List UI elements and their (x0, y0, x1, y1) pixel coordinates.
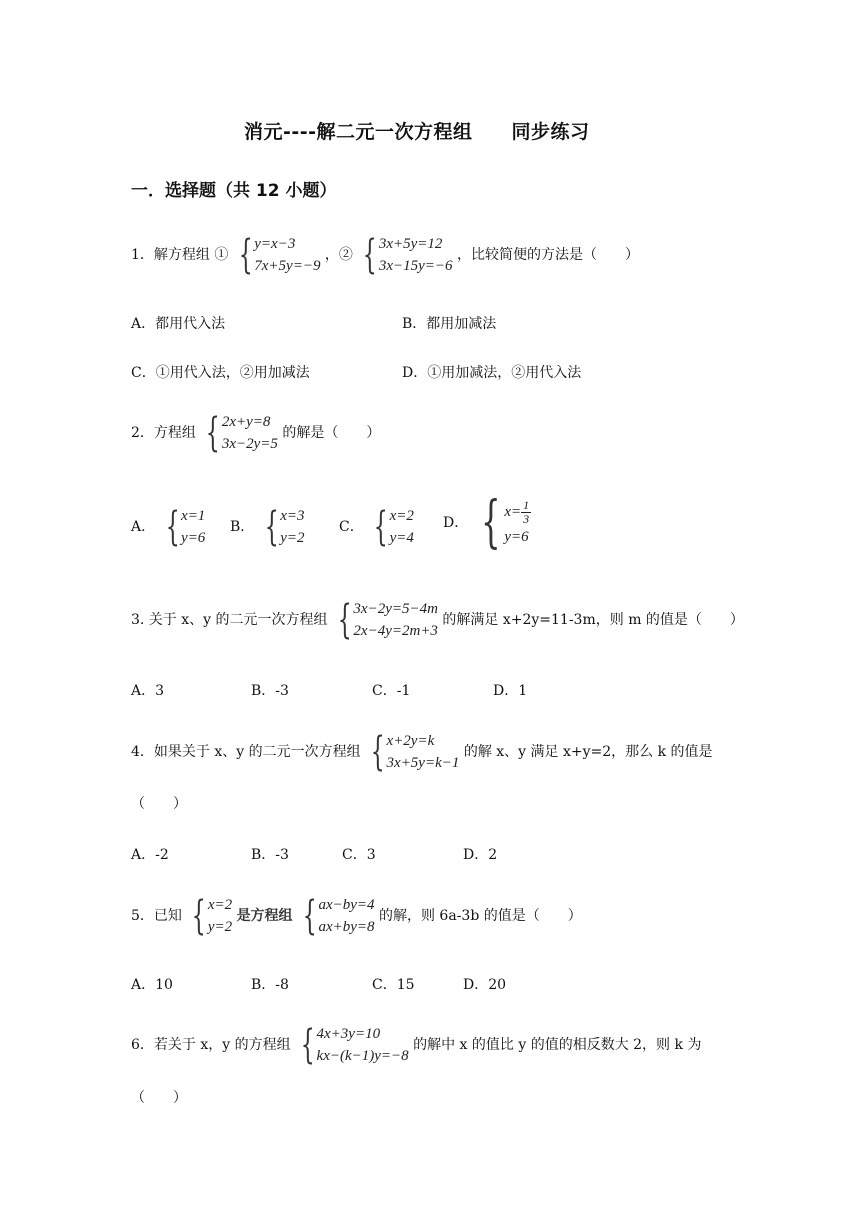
question-5 (131, 894, 582, 938)
equation-row: 7x+5y=−9 (254, 258, 321, 274)
question-4-suffix: 的解 x、y 满足 x+y=2，那么 k 的值是 (463, 744, 713, 760)
equation-system-5b (297, 894, 375, 938)
equation-row: 3x+5y=k−1 (386, 755, 460, 771)
brace-icon: { (302, 893, 317, 939)
equation-row: x=2 (207, 897, 233, 913)
question-4-prefix: 4．如果关于 x、y 的二元一次方程组 (131, 744, 361, 760)
option-label: A． (131, 519, 156, 535)
question-4 (131, 730, 713, 774)
equation-row: 3x−2y=5−4m (353, 601, 438, 617)
question-5-prefix: 5．已知 (131, 908, 182, 924)
equation-system-5a (186, 894, 232, 938)
equation-row: x=2 (389, 508, 414, 524)
q2-option-c (339, 505, 414, 549)
equation-row: 3x−2y=5 (221, 436, 278, 452)
equation-row: y=6 (181, 530, 206, 546)
equation-row: x=1 (181, 508, 206, 524)
question-1 (131, 233, 639, 277)
question-6-continuation: （ ） (131, 1090, 187, 1106)
question-1-mid: ，② (324, 247, 353, 263)
q4-option-b: B．-3 (251, 847, 289, 863)
question-3-prefix: 3. 关于 x、y 的二元一次方程组 (131, 612, 328, 628)
question-6 (131, 1023, 701, 1067)
equation-system-3 (332, 598, 438, 642)
brace-icon: { (238, 232, 253, 278)
question-5-suffix: 的解，则 6a-3b 的值是（ ） (378, 908, 582, 924)
brace-icon: { (300, 1022, 315, 1068)
equation-row: y=x−3 (254, 236, 296, 252)
equation-row: y=4 (389, 530, 414, 546)
question-1-prefix: 1．解方程组 ① (131, 247, 229, 263)
question-3-suffix: 的解满足 x+2y=11-3m，则 m 的值是（ ） (442, 612, 744, 628)
section-heading: 一．选择题（共 12 小题） (131, 181, 337, 201)
question-6-prefix: 6．若关于 x，y 的方程组 (131, 1037, 291, 1053)
equation-row: x= $\frac{1}{3}$ (504, 497, 530, 526)
q5-option-a: A．10 (131, 977, 173, 993)
brace-icon: { (370, 729, 385, 775)
question-2-suffix: 的解是（ ） (282, 425, 381, 441)
brace-icon: { (337, 597, 352, 643)
equation-row: 3x+5y=12 (378, 236, 443, 252)
equation-system-1a (233, 233, 321, 277)
brace-icon: { (165, 504, 180, 550)
option-label: B． (230, 519, 255, 535)
question-3 (131, 598, 744, 642)
equation-row: x+2y=k (386, 733, 435, 749)
equation-row: y=2 (280, 530, 305, 546)
equation-system-1b (357, 233, 452, 277)
equation-row: 3x−15y=−6 (378, 258, 453, 274)
q5-option-b: B．-8 (251, 977, 289, 993)
equation-row: y=2 (207, 919, 233, 935)
equation-row: y=6 (504, 528, 529, 545)
q4-option-d: D．2 (463, 847, 498, 863)
equation-system-2 (200, 411, 278, 455)
q2-option-b (230, 505, 304, 549)
equation-system-6 (295, 1023, 409, 1067)
question-2-prefix: 2．方程组 (131, 425, 196, 441)
q3-option-d: D．1 (493, 683, 528, 699)
q1-option-b: B．都用加减法 (402, 316, 497, 332)
equation-system-4 (365, 730, 459, 774)
option-label: C． (339, 519, 364, 535)
brace-icon: { (373, 504, 388, 550)
q3-option-c: C．-1 (372, 683, 411, 699)
brace-icon: { (264, 504, 279, 550)
question-6-suffix: 的解中 x 的值比 y 的值的相反数大 2，则 k 为 (413, 1037, 702, 1053)
question-2 (131, 411, 380, 455)
brace-icon: { (206, 410, 221, 456)
brace-icon: { (363, 232, 378, 278)
q5-option-d: D．20 (463, 977, 507, 993)
question-5-mid: 是方程组 (236, 908, 293, 924)
equation-row: x=3 (280, 508, 305, 524)
q4-option-c: C．3 (342, 847, 376, 863)
brace-icon: { (480, 490, 501, 555)
question-1-suffix: ，比较简便的方法是（ ） (456, 247, 639, 263)
equation-row: kx−(k−1)y=−8 (316, 1048, 409, 1064)
equation-row: 2x−4y=2m+3 (353, 623, 438, 639)
q3-option-a: A．3 (131, 683, 165, 699)
question-4-continuation: （ ） (131, 796, 187, 812)
fraction: $\frac{1}{3}$ (523, 497, 530, 526)
q5-option-c: C．15 (372, 977, 415, 993)
page-title: 消元----解二元一次方程组 同步练习 (244, 121, 590, 143)
option-label: D． (443, 515, 469, 531)
q2-option-a (131, 505, 205, 549)
q1-option-a: A．都用代入法 (131, 316, 226, 332)
equation-row: ax+by=8 (318, 919, 375, 935)
equation-row: ax−by=4 (318, 897, 375, 913)
q2-option-d (443, 490, 531, 555)
equation-row: 2x+y=8 (221, 414, 271, 430)
q3-option-b: B．-3 (251, 683, 289, 699)
brace-icon: { (192, 893, 207, 939)
q1-option-c: C．①用代入法，②用加减法 (131, 365, 310, 381)
equation-row: 4x+3y=10 (316, 1026, 381, 1042)
q4-option-a: A．-2 (131, 847, 169, 863)
q1-option-d: D．①用加减法，②用代入法 (402, 365, 582, 381)
